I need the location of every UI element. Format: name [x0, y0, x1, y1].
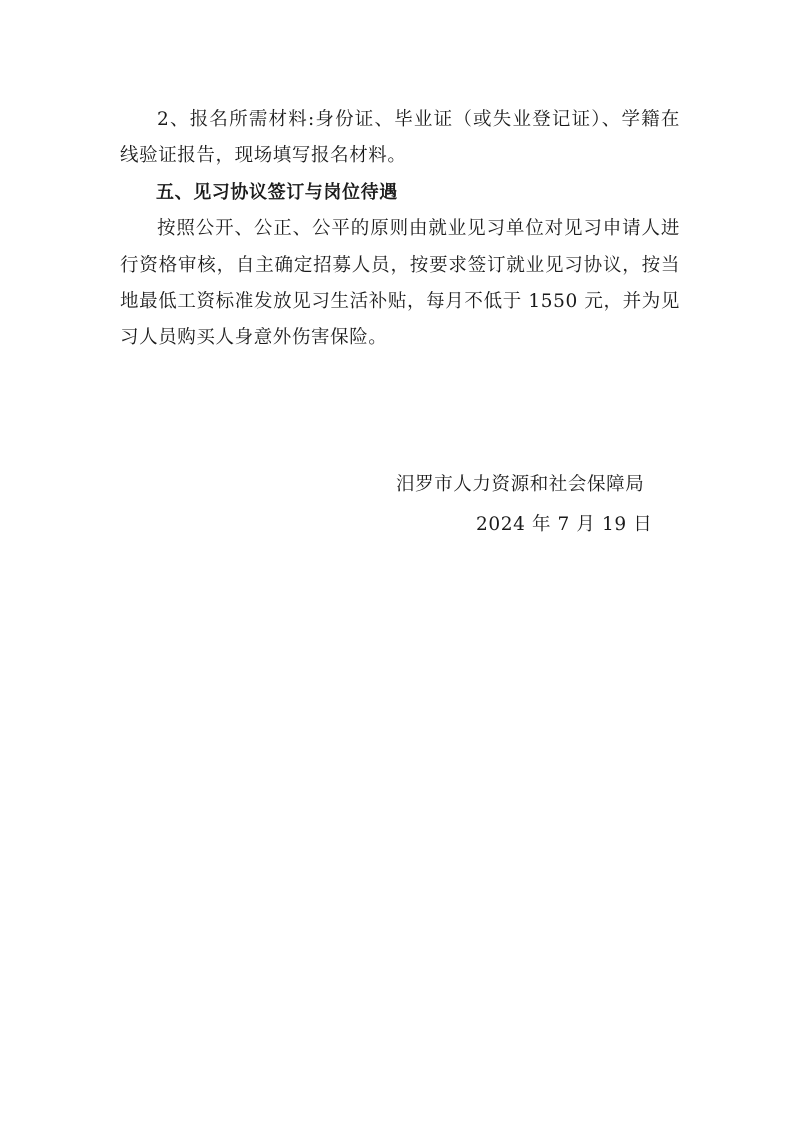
- issue-date: 2024 年 7 月 19 日: [476, 514, 653, 535]
- section-5-heading: 五、见习协议签订与岗位待遇: [156, 181, 398, 203]
- item-2-paragraph: 2、报名所需材料:身份证、毕业证（或失业登记证）、学籍在线验证报告，现场填写报名材料。: [120, 109, 680, 167]
- issuing-organization: 汨罗市人力资源和社会保障局: [396, 474, 645, 495]
- section-5-paragraph: 按照公开、公正、公平的原则由就业见习单位对见习申请人进行资格审核，自主确定招募人员，按要求签订就业见习协议，按当地最低工资标准发放见习生活补贴，每月不低于 1550 元，并为见习人员购买人身意外伤害保险。: [120, 218, 680, 349]
- document-body: [120, 102, 680, 357]
